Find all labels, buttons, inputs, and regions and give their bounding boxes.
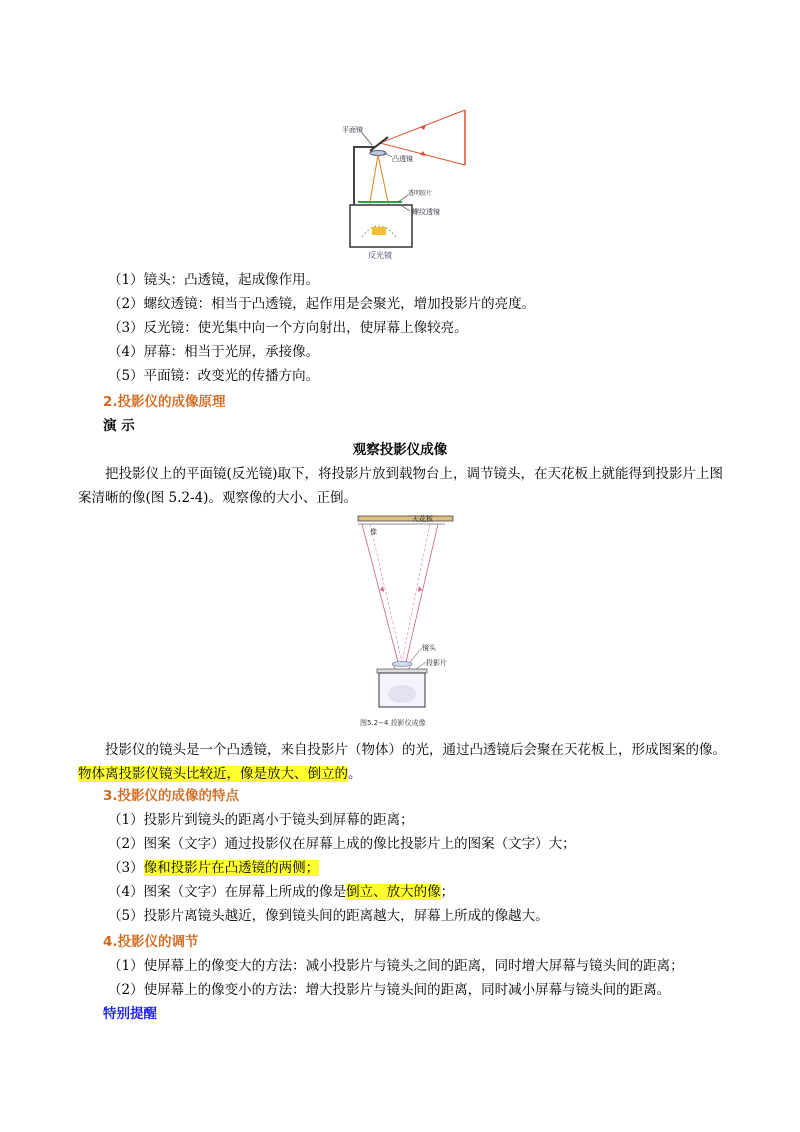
demo-label: 演 示 xyxy=(103,418,135,434)
adjust-item-1: （1）使屏幕上的像变大的方法：减小投影片与镜头之间的距离，同时增大屏幕与镜头间的距离； xyxy=(108,958,684,974)
plane-mirror-label: 平面镜 xyxy=(342,126,363,134)
section-3-heading: 3.投影仪的成像的特点 xyxy=(103,788,240,804)
feature-item-5: （5）投影片离镜头越近，像到镜头间的距离越大，屏幕上所成的像越大。 xyxy=(108,908,549,924)
feature-4-highlight: 倒立、放大的像 xyxy=(346,884,441,900)
section-2-heading: 2.投影仪的成像原理 xyxy=(103,394,226,410)
feature-item-4: （4）图案（文字）在屏幕上所成的像是倒立、放大的像； xyxy=(108,884,455,900)
feature-item-1: （1）投影片到镜头的距离小于镜头到屏幕的距离； xyxy=(108,812,414,828)
demo-paragraph: 把投影仪上的平面镜(反光镜)取下，将投影片放到载物台上，调节镜头，在天花板上就能得到投影片上图案清晰的像(图 5.2-4)。观察像的大小、正倒。 xyxy=(78,466,724,506)
feature-item-3: （3）像和投影片在凸透镜的两侧； xyxy=(108,860,320,876)
explanation-paragraph: 投影仪的镜头是一个凸透镜，来自投影片（物体）的光，通过凸透镜后会聚在天花板上，形成图案的像。物体离投影仪镜头比较近，像是放大、倒立的。 xyxy=(78,742,726,782)
convex-lens-label: 凸透镜 xyxy=(392,155,413,163)
parts-item-2: （2）螺纹透镜：相当于凸透镜，起作用是会聚光，增加投影片的亮度。 xyxy=(108,296,536,312)
adjust-item-2: （2）使屏幕上的像变小的方法：增大投影片与镜头间的距离，同时减小屏幕与镜头间的距离。 xyxy=(108,982,671,998)
parts-item-3: （3）反光镜：使光集中向一个方向射出，使屏幕上像较亮。 xyxy=(108,320,468,336)
projector-structure-figure xyxy=(340,105,485,263)
figure-2-caption: 图5.2−4 投影仪成像 xyxy=(360,719,426,727)
parts-item-1: （1）镜头：凸透镜，起成像作用。 xyxy=(108,272,320,288)
parts-item-5: （5）平面镜：改变光的传播方向。 xyxy=(108,368,320,384)
image-label: 像 xyxy=(370,528,377,536)
ceiling-label: 天花板 xyxy=(412,515,433,523)
reflector-label: 反光镜 xyxy=(368,251,392,260)
feature-3-highlight: 像和投影片在凸透镜的两侧； xyxy=(143,860,320,876)
demo-title: 观察投影仪成像 xyxy=(352,442,448,458)
parts-item-4: （4）屏幕：相当于光屏，承接像。 xyxy=(108,344,320,360)
slide-label-2: 投影片 xyxy=(426,659,447,667)
special-reminder-heading: 特别提醒 xyxy=(103,1006,157,1022)
lens-label: 镜头 xyxy=(422,644,436,652)
projection-figure xyxy=(350,512,455,732)
feature-item-2: （2）图案（文字）通过投影仪在屏幕上成的像比投影片上的图案（文字）大； xyxy=(108,836,576,852)
section-4-heading: 4.投影仪的调节 xyxy=(103,934,199,950)
explanation-highlight: 物体离投影仪镜头比较近，像是放大、倒立的 xyxy=(78,766,348,782)
fresnel-lens-label: 螺纹透镜 xyxy=(412,208,440,216)
slide-label: 透明胶片 xyxy=(408,190,433,197)
